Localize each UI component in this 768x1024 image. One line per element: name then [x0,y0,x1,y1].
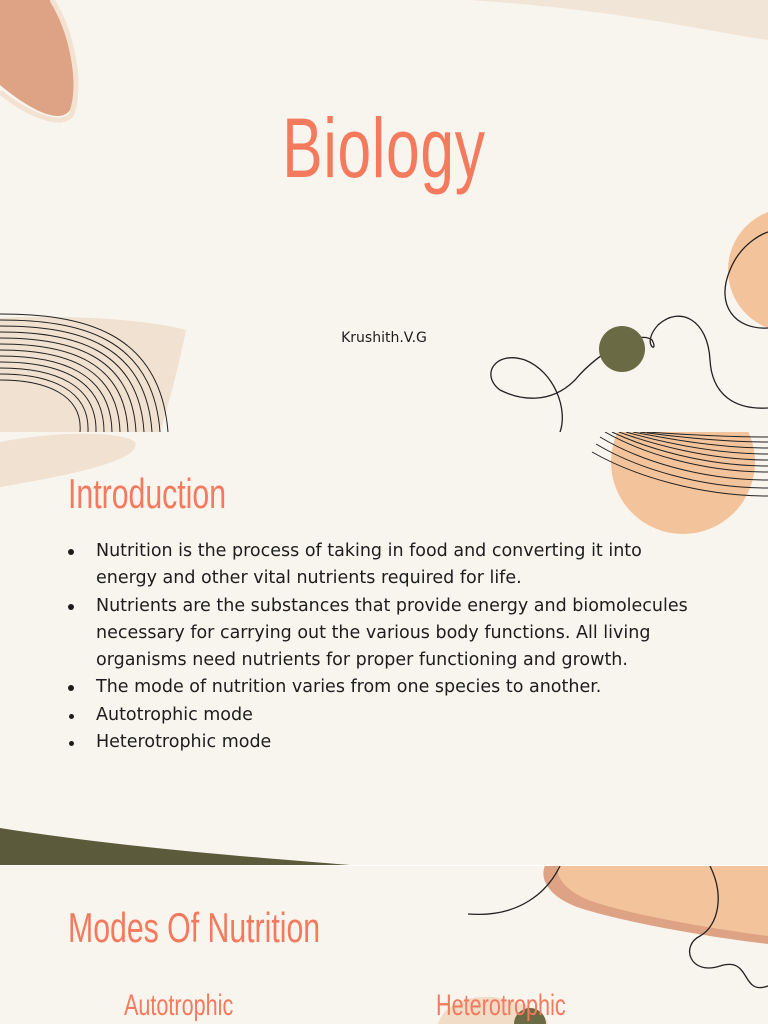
title-slide [0,0,768,432]
introduction-title: Introduction [68,470,227,517]
list-item [66,729,706,756]
bullet-icon [68,604,74,610]
list-item-text: The mode of nutrition varies from one species to another. [96,677,602,698]
autotrophic-heading: Autotrophic [124,989,234,1022]
list-item-text: Heterotrophic mode [96,732,272,753]
author-name: Krushith.V.G [341,330,427,346]
list-item-text: Nutrition is the process of taking in food and converting it into energy and other vital nutrients required for life. [96,541,642,589]
presentation-title: Biology [282,101,486,195]
list-item [66,702,706,729]
introduction-slide [0,432,768,865]
modes-slide [0,866,768,1024]
list-item [66,674,706,701]
title-slide-decorations [0,0,768,432]
pale-wave-shape [470,0,768,40]
heterotrophic-heading: Heterotrophic [436,989,566,1022]
introduction-bullet-list [66,538,706,756]
list-item [66,593,706,675]
peach-circle-shape [611,432,755,534]
bullet-icon [68,549,74,555]
list-item [66,538,706,593]
peach-circle-shape [728,208,768,332]
bullet-icon [69,741,74,746]
list-item-text: Nutrients are the substances that provide energy and biomolecules necessary for carrying out the various body functions. All living organisms need nutrients for proper functioning and growth. [96,595,688,671]
modes-title: Modes Of Nutrition [68,904,321,951]
list-item-text: Autotrophic mode [96,704,253,725]
bullet-icon [69,714,74,719]
olive-wedge-shape [0,828,350,865]
bullet-icon [68,685,74,691]
